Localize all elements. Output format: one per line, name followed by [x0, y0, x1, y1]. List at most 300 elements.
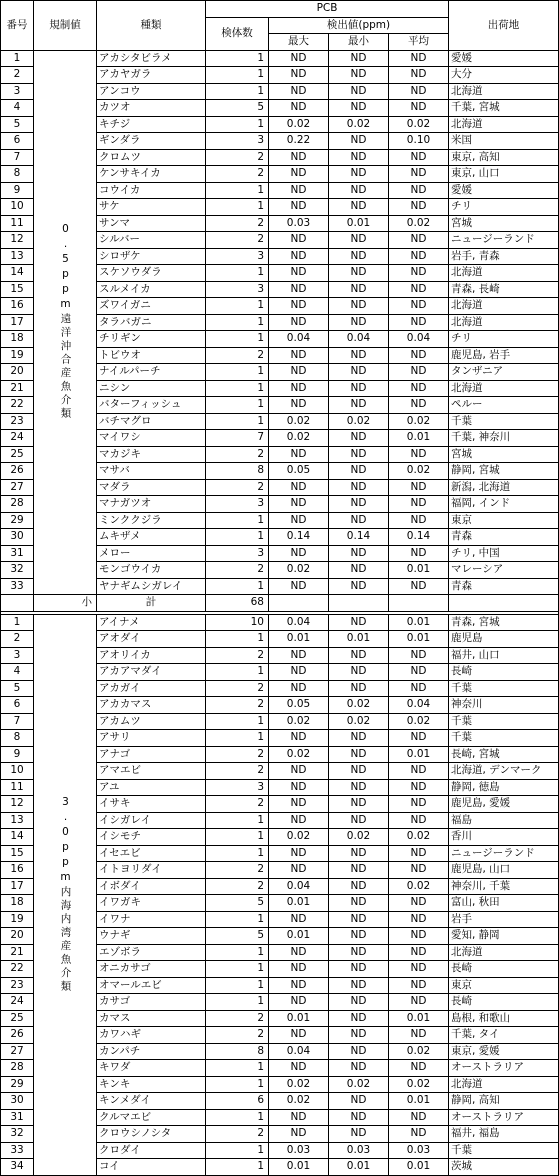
- row-avg: ND: [389, 397, 449, 414]
- row-avg: ND: [389, 298, 449, 315]
- row-no: 8: [1, 730, 34, 747]
- row-kind: アオダイ: [97, 631, 206, 648]
- row-max: ND: [269, 512, 329, 529]
- row-kind: オマールエビ: [97, 977, 206, 994]
- row-avg: ND: [389, 862, 449, 879]
- header-count: 検体数: [206, 17, 269, 50]
- row-kind: イワナ: [97, 911, 206, 928]
- row-kind: クロムツ: [97, 149, 206, 166]
- row-kind: イシガレイ: [97, 812, 206, 829]
- row-avg: ND: [389, 680, 449, 697]
- row-count: 1: [206, 83, 269, 100]
- row-max: 0.02: [269, 1093, 329, 1110]
- row-avg: ND: [389, 779, 449, 796]
- row-origin: ペルー: [449, 397, 559, 414]
- row-origin: 千葉: [449, 1142, 559, 1159]
- header-max: 最大: [269, 34, 329, 51]
- row-origin: オーストラリア: [449, 1060, 559, 1077]
- row-no: 3: [1, 647, 34, 664]
- row-origin: ニュージーランド: [449, 232, 559, 249]
- row-origin: 北海道, デンマーク: [449, 763, 559, 780]
- row-avg: 0.01: [389, 1093, 449, 1110]
- row-no: 24: [1, 430, 34, 447]
- row-avg: 0.02: [389, 1043, 449, 1060]
- header-limit: 規制値: [34, 1, 97, 51]
- row-origin: 福岡, インド: [449, 496, 559, 513]
- row-origin: 香川: [449, 829, 559, 846]
- row-origin: 茨城: [449, 1159, 559, 1176]
- row-min: 0.01: [329, 215, 389, 232]
- row-min: ND: [329, 50, 389, 67]
- row-no: 31: [1, 545, 34, 562]
- row-kind: アンコウ: [97, 83, 206, 100]
- row-count: 1: [206, 331, 269, 348]
- row-max: ND: [269, 763, 329, 780]
- row-max: 0.02: [269, 829, 329, 846]
- header-min: 最小: [329, 34, 389, 51]
- row-kind: ケンサキイカ: [97, 166, 206, 183]
- row-max: ND: [269, 680, 329, 697]
- row-max: ND: [269, 199, 329, 216]
- row-count: 1: [206, 994, 269, 1011]
- row-max: 0.01: [269, 1010, 329, 1027]
- row-max: ND: [269, 664, 329, 681]
- row-kind: マカジキ: [97, 446, 206, 463]
- row-avg: ND: [389, 961, 449, 978]
- row-avg: ND: [389, 895, 449, 912]
- row-origin: 千葉, 宮城: [449, 100, 559, 117]
- row-max: ND: [269, 730, 329, 747]
- row-count: 1: [206, 199, 269, 216]
- row-kind: イセエビ: [97, 845, 206, 862]
- row-origin: 北海道: [449, 298, 559, 315]
- row-avg: ND: [389, 812, 449, 829]
- row-no: 21: [1, 380, 34, 397]
- row-max: 0.03: [269, 215, 329, 232]
- row-origin: 青森, 宮城: [449, 614, 559, 631]
- row-kind: ウナギ: [97, 928, 206, 945]
- row-count: 2: [206, 647, 269, 664]
- row-count: 1: [206, 529, 269, 546]
- row-count: 3: [206, 281, 269, 298]
- row-min: ND: [329, 298, 389, 315]
- row-origin: オーストラリア: [449, 1109, 559, 1126]
- row-avg: 0.01: [389, 631, 449, 648]
- row-max: 0.22: [269, 133, 329, 150]
- row-origin: 長崎: [449, 961, 559, 978]
- table-row: [1, 614, 559, 631]
- row-kind: アサリ: [97, 730, 206, 747]
- row-min: 0.02: [329, 413, 389, 430]
- row-max: ND: [269, 397, 329, 414]
- row-avg: 0.02: [389, 1076, 449, 1093]
- row-count: 2: [206, 1126, 269, 1143]
- row-count: 7: [206, 430, 269, 447]
- row-origin: 静岡, 宮城: [449, 463, 559, 480]
- row-count: 1: [206, 413, 269, 430]
- row-count: 2: [206, 166, 269, 183]
- row-avg: ND: [389, 199, 449, 216]
- row-max: ND: [269, 796, 329, 813]
- row-no: 26: [1, 463, 34, 480]
- row-min: ND: [329, 265, 389, 282]
- row-kind: エゾボラ: [97, 944, 206, 961]
- row-min: 0.01: [329, 631, 389, 648]
- row-min: ND: [329, 944, 389, 961]
- row-avg: ND: [389, 496, 449, 513]
- row-origin: 愛媛: [449, 50, 559, 67]
- row-kind: クロウシノシタ: [97, 1126, 206, 1143]
- row-origin: 東京, 山口: [449, 166, 559, 183]
- subtotal-section: [1, 595, 559, 615]
- row-kind: アカムツ: [97, 713, 206, 730]
- row-max: 0.04: [269, 878, 329, 895]
- group2-limit-label: 3.0ppm内海内湾産魚介類: [34, 614, 97, 1175]
- row-min: ND: [329, 779, 389, 796]
- row-origin: 北海道: [449, 314, 559, 331]
- row-origin: 愛知, 静岡: [449, 928, 559, 945]
- subtotal-row: [1, 595, 559, 612]
- row-count: 3: [206, 779, 269, 796]
- row-count: 1: [206, 730, 269, 747]
- row-origin: 宮城: [449, 215, 559, 232]
- row-origin: チリ: [449, 331, 559, 348]
- row-min: ND: [329, 578, 389, 595]
- row-kind: アカヤガラ: [97, 67, 206, 84]
- row-no: 17: [1, 314, 34, 331]
- row-max: 0.02: [269, 430, 329, 447]
- row-origin: マレーシア: [449, 562, 559, 579]
- row-min: ND: [329, 746, 389, 763]
- row-max: 0.04: [269, 1043, 329, 1060]
- header-origin: 出荷地: [449, 1, 559, 51]
- row-origin: 長崎: [449, 664, 559, 681]
- row-avg: 0.14: [389, 529, 449, 546]
- row-no: 25: [1, 1010, 34, 1027]
- row-count: 6: [206, 1093, 269, 1110]
- row-no: 34: [1, 1159, 34, 1176]
- row-kind: クロダイ: [97, 1142, 206, 1159]
- row-kind: クルマエビ: [97, 1109, 206, 1126]
- group1-body: [1, 50, 559, 595]
- row-max: 0.02: [269, 1076, 329, 1093]
- row-kind: イトヨリダイ: [97, 862, 206, 879]
- row-count: 5: [206, 928, 269, 945]
- row-origin: 北海道: [449, 83, 559, 100]
- row-no: 27: [1, 479, 34, 496]
- row-no: 6: [1, 697, 34, 714]
- row-count: 1: [206, 829, 269, 846]
- row-no: 1: [1, 614, 34, 631]
- row-avg: ND: [389, 944, 449, 961]
- row-max: 0.05: [269, 697, 329, 714]
- row-count: 1: [206, 944, 269, 961]
- row-no: 19: [1, 911, 34, 928]
- row-max: ND: [269, 911, 329, 928]
- row-count: 2: [206, 680, 269, 697]
- row-no: 11: [1, 215, 34, 232]
- row-min: ND: [329, 1027, 389, 1044]
- row-origin: 鹿児島, 岩手: [449, 347, 559, 364]
- row-min: ND: [329, 67, 389, 84]
- row-no: 30: [1, 1093, 34, 1110]
- row-avg: ND: [389, 928, 449, 945]
- row-min: ND: [329, 496, 389, 513]
- row-no: 29: [1, 512, 34, 529]
- row-kind: アカアマダイ: [97, 664, 206, 681]
- row-max: ND: [269, 1060, 329, 1077]
- row-origin: チリ, 中国: [449, 545, 559, 562]
- row-count: 2: [206, 1027, 269, 1044]
- row-avg: ND: [389, 545, 449, 562]
- row-max: ND: [269, 380, 329, 397]
- row-min: 0.02: [329, 1076, 389, 1093]
- row-avg: ND: [389, 67, 449, 84]
- header-no: 番号: [1, 1, 34, 51]
- row-min: 0.01: [329, 1159, 389, 1176]
- row-avg: 0.02: [389, 878, 449, 895]
- row-avg: 0.02: [389, 215, 449, 232]
- row-min: 0.02: [329, 116, 389, 133]
- row-kind: マダラ: [97, 479, 206, 496]
- row-origin: 福井, 福島: [449, 1126, 559, 1143]
- row-min: ND: [329, 232, 389, 249]
- row-origin: チリ: [449, 199, 559, 216]
- row-count: 1: [206, 314, 269, 331]
- row-kind: アカカマス: [97, 697, 206, 714]
- row-origin: 北海道: [449, 116, 559, 133]
- row-max: ND: [269, 1109, 329, 1126]
- row-kind: タラバガニ: [97, 314, 206, 331]
- row-min: ND: [329, 994, 389, 1011]
- row-count: 1: [206, 182, 269, 199]
- row-avg: 0.02: [389, 413, 449, 430]
- row-min: ND: [329, 680, 389, 697]
- row-no: 4: [1, 664, 34, 681]
- row-count: 1: [206, 397, 269, 414]
- row-kind: スケソウダラ: [97, 265, 206, 282]
- row-avg: ND: [389, 50, 449, 67]
- row-no: 7: [1, 713, 34, 730]
- row-count: 1: [206, 1060, 269, 1077]
- row-kind: トビウオ: [97, 347, 206, 364]
- row-max: 0.01: [269, 928, 329, 945]
- row-avg: ND: [389, 314, 449, 331]
- row-max: ND: [269, 845, 329, 862]
- row-avg: 0.10: [389, 133, 449, 150]
- row-kind: イボダイ: [97, 878, 206, 895]
- row-kind: ムキザメ: [97, 529, 206, 546]
- row-kind: マナガツオ: [97, 496, 206, 513]
- row-origin: 神奈川: [449, 697, 559, 714]
- row-avg: ND: [389, 796, 449, 813]
- row-no: 19: [1, 347, 34, 364]
- row-count: 1: [206, 812, 269, 829]
- row-min: ND: [329, 149, 389, 166]
- row-min: ND: [329, 977, 389, 994]
- row-max: 0.02: [269, 713, 329, 730]
- row-no: 17: [1, 878, 34, 895]
- row-min: ND: [329, 1093, 389, 1110]
- row-min: ND: [329, 100, 389, 117]
- row-kind: ギンダラ: [97, 133, 206, 150]
- row-max: ND: [269, 67, 329, 84]
- row-min: ND: [329, 730, 389, 747]
- row-no: 2: [1, 67, 34, 84]
- row-no: 7: [1, 149, 34, 166]
- row-avg: ND: [389, 100, 449, 117]
- row-min: ND: [329, 166, 389, 183]
- row-max: ND: [269, 647, 329, 664]
- row-min: ND: [329, 763, 389, 780]
- row-avg: ND: [389, 182, 449, 199]
- row-kind: イサキ: [97, 796, 206, 813]
- row-origin: 岩手: [449, 911, 559, 928]
- row-max: ND: [269, 479, 329, 496]
- row-kind: マサバ: [97, 463, 206, 480]
- row-kind: アカシタビラメ: [97, 50, 206, 67]
- row-avg: 0.01: [389, 430, 449, 447]
- row-kind: アマエビ: [97, 763, 206, 780]
- row-count: 5: [206, 100, 269, 117]
- row-max: ND: [269, 994, 329, 1011]
- row-min: ND: [329, 1109, 389, 1126]
- row-min: ND: [329, 664, 389, 681]
- row-origin: 米国: [449, 133, 559, 150]
- row-origin: 北海道: [449, 1076, 559, 1093]
- row-count: 1: [206, 364, 269, 381]
- row-kind: キチジ: [97, 116, 206, 133]
- row-kind: モンゴウイカ: [97, 562, 206, 579]
- row-max: ND: [269, 298, 329, 315]
- row-kind: カンパチ: [97, 1043, 206, 1060]
- header-pcb: PCB: [206, 1, 449, 18]
- row-min: ND: [329, 364, 389, 381]
- row-avg: ND: [389, 479, 449, 496]
- group2-body: [1, 614, 559, 1175]
- row-origin: 北海道: [449, 944, 559, 961]
- row-avg: 0.02: [389, 713, 449, 730]
- row-count: 2: [206, 862, 269, 879]
- row-kind: ヤナギムシガレイ: [97, 578, 206, 595]
- row-no: 1: [1, 50, 34, 67]
- row-origin: 神奈川, 千葉: [449, 878, 559, 895]
- group1-limit-label: 0.5ppm遠洋沖合産魚介類: [34, 50, 97, 595]
- row-kind: ズワイガニ: [97, 298, 206, 315]
- row-count: 8: [206, 463, 269, 480]
- row-min: ND: [329, 512, 389, 529]
- row-no: 15: [1, 845, 34, 862]
- row-no: 23: [1, 413, 34, 430]
- row-origin: 富山, 秋田: [449, 895, 559, 912]
- row-origin: 宮城: [449, 446, 559, 463]
- row-kind: オニカサゴ: [97, 961, 206, 978]
- row-kind: チリギン: [97, 331, 206, 348]
- row-no: 33: [1, 578, 34, 595]
- row-origin: 新潟, 北海道: [449, 479, 559, 496]
- row-min: ND: [329, 1060, 389, 1077]
- row-count: 2: [206, 479, 269, 496]
- row-min: ND: [329, 911, 389, 928]
- row-count: 2: [206, 697, 269, 714]
- row-max: ND: [269, 961, 329, 978]
- row-count: 3: [206, 545, 269, 562]
- row-no: 10: [1, 763, 34, 780]
- row-origin: 青森: [449, 529, 559, 546]
- row-avg: 0.03: [389, 1142, 449, 1159]
- row-no: 13: [1, 248, 34, 265]
- row-avg: ND: [389, 911, 449, 928]
- row-kind: ナイルパーチ: [97, 364, 206, 381]
- row-origin: 静岡, 高知: [449, 1093, 559, 1110]
- row-no: 22: [1, 961, 34, 978]
- row-avg: ND: [389, 347, 449, 364]
- row-no: 32: [1, 562, 34, 579]
- row-count: 2: [206, 149, 269, 166]
- row-min: ND: [329, 878, 389, 895]
- row-min: ND: [329, 862, 389, 879]
- row-avg: ND: [389, 647, 449, 664]
- row-max: 0.02: [269, 413, 329, 430]
- row-avg: ND: [389, 265, 449, 282]
- row-count: 1: [206, 977, 269, 994]
- row-no: 14: [1, 265, 34, 282]
- row-origin: 東京, 高知: [449, 149, 559, 166]
- row-count: 1: [206, 116, 269, 133]
- row-max: ND: [269, 149, 329, 166]
- row-max: ND: [269, 265, 329, 282]
- row-count: 1: [206, 298, 269, 315]
- row-no: 8: [1, 166, 34, 183]
- row-avg: ND: [389, 664, 449, 681]
- row-min: ND: [329, 446, 389, 463]
- row-no: 12: [1, 232, 34, 249]
- row-count: 2: [206, 347, 269, 364]
- row-kind: アナゴ: [97, 746, 206, 763]
- row-no: 16: [1, 862, 34, 879]
- row-max: ND: [269, 248, 329, 265]
- row-count: 1: [206, 961, 269, 978]
- row-min: ND: [329, 347, 389, 364]
- row-min: ND: [329, 812, 389, 829]
- row-max: ND: [269, 944, 329, 961]
- row-max: ND: [269, 1126, 329, 1143]
- row-count: 2: [206, 878, 269, 895]
- row-max: ND: [269, 314, 329, 331]
- row-no: 9: [1, 182, 34, 199]
- row-avg: ND: [389, 248, 449, 265]
- row-no: 21: [1, 944, 34, 961]
- row-kind: アオリイカ: [97, 647, 206, 664]
- row-count: 1: [206, 1076, 269, 1093]
- row-avg: 0.01: [389, 562, 449, 579]
- table-row: [1, 50, 559, 67]
- row-kind: シルバー: [97, 232, 206, 249]
- row-no: 10: [1, 199, 34, 216]
- table-header: [1, 1, 559, 51]
- row-avg: 0.01: [389, 746, 449, 763]
- row-count: 1: [206, 265, 269, 282]
- row-avg: ND: [389, 149, 449, 166]
- row-count: 1: [206, 380, 269, 397]
- row-avg: ND: [389, 1109, 449, 1126]
- row-origin: タンザニア: [449, 364, 559, 381]
- row-kind: キンキ: [97, 1076, 206, 1093]
- row-min: ND: [329, 397, 389, 414]
- row-min: 0.03: [329, 1142, 389, 1159]
- row-count: 1: [206, 1142, 269, 1159]
- row-kind: アユ: [97, 779, 206, 796]
